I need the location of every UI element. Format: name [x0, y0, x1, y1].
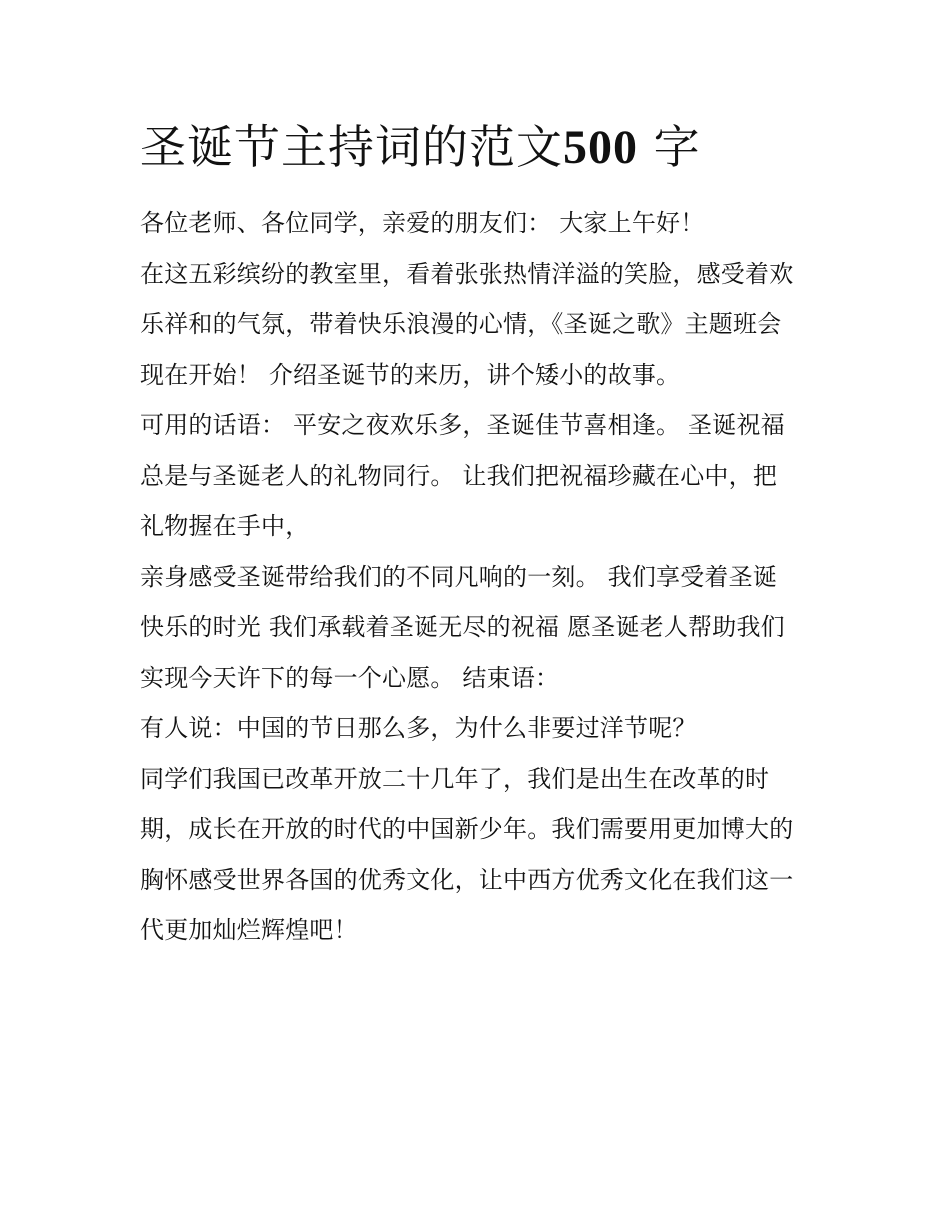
title-number: 500 [563, 121, 638, 174]
document-title [140, 118, 840, 177]
body-line: 代更加灿烂辉煌吧！ [140, 916, 358, 944]
body-line: 可用的话语： 平安之夜欢乐多，圣诞佳节喜相逢。 圣诞祝福 [140, 411, 785, 439]
body-line: 各位老师、各位同学，亲爱的朋友们： 大家上午好！ [140, 209, 705, 237]
body-line: 有人说：中国的节日那么多，为什么非要过洋节呢？ [140, 714, 697, 742]
title-text: 圣诞节主持词的范文 [140, 120, 563, 174]
body-line: 快乐的时光 我们承载着圣诞无尽的祝福 愿圣诞老人帮助我们 [140, 613, 785, 641]
body-line: 现在开始！ 介绍圣诞节的来历，讲个矮小的故事。 [140, 360, 681, 389]
document-body [140, 198, 820, 956]
body-line: 总是与圣诞老人的礼物同行。 让我们把祝福珍藏在心中，把 [140, 461, 778, 490]
body-line: 实现今天许下的每一个心愿。 结束语： [140, 663, 560, 692]
body-line: 胸怀感受世界各国的优秀文化，让中西方优秀文化在我们这一 [140, 865, 794, 894]
body-line: 乐祥和的气氛，带着快乐浪漫的心情，《圣诞之歌》主题班会 [140, 310, 782, 338]
body-line: 礼物握在手中， [140, 512, 310, 540]
body-line: 亲身感受圣诞带给我们的不同凡响的一刻。 我们享受着圣诞 [140, 562, 778, 591]
body-line: 在这五彩缤纷的教室里，看着张张热情洋溢的笑脸，感受着欢 [140, 259, 794, 288]
body-line: 同学们我国已改革开放二十几年了，我们是出生在改革的时 [140, 764, 770, 793]
body-line: 期，成长在开放的时代的中国新少年。我们需要用更加博大的 [140, 815, 794, 843]
title-suffix: 字 [653, 120, 701, 174]
